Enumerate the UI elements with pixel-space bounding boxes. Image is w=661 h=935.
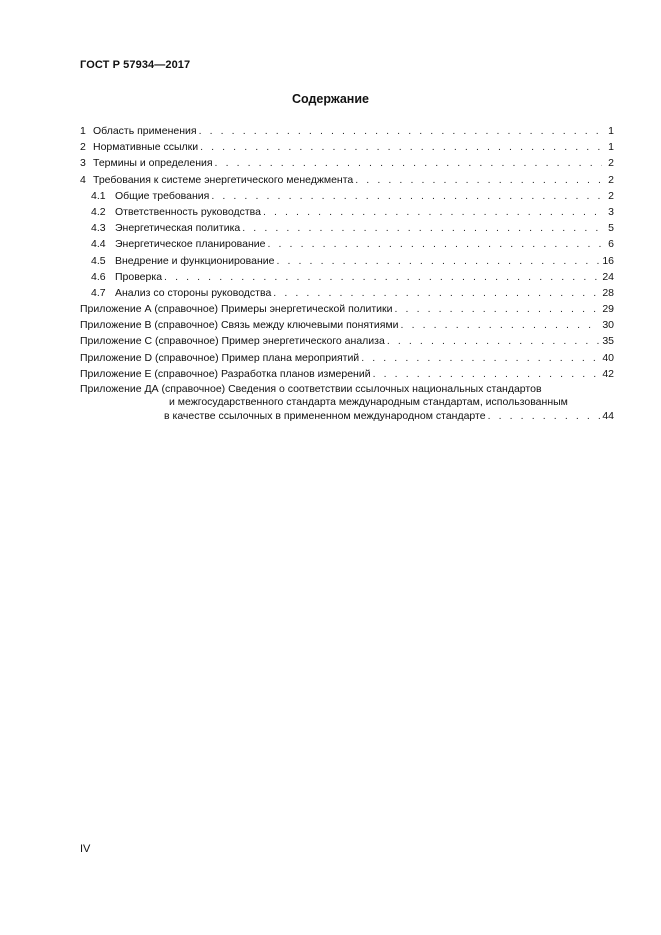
dot-leader <box>401 318 601 333</box>
dot-leader <box>355 173 602 188</box>
toc-entry-page: 24 <box>602 270 614 283</box>
toc-entry-page: 40 <box>602 351 614 364</box>
toc-entry[interactable] <box>80 221 614 237</box>
toc-entry-label: Проверка <box>115 270 163 283</box>
toc-entry-label: Термины и определения <box>93 157 213 170</box>
toc-entry-page: 1 <box>608 141 614 154</box>
toc-entry-page: 1 <box>608 125 614 137</box>
toc-entry-label-continued: в качестве ссылочных в примененном международном стандарте <box>164 409 486 422</box>
toc-entry-page: 28 <box>602 286 614 299</box>
toc-entry-page: 2 <box>608 157 614 170</box>
toc-entry[interactable] <box>80 302 614 318</box>
page-title: Содержание <box>291 92 369 106</box>
dot-leader <box>273 286 600 301</box>
dot-leader <box>267 237 602 252</box>
toc-entry-page: 29 <box>602 303 614 316</box>
dot-leader <box>361 351 600 366</box>
toc-entry-label: Ответственность руководства <box>115 205 261 218</box>
dot-leader <box>387 334 601 349</box>
toc-entry[interactable] <box>80 173 614 189</box>
dot-leader <box>263 205 602 220</box>
toc-entry-page: 35 <box>602 335 614 348</box>
toc-entry-label: Энергетическое планирование <box>115 238 266 251</box>
toc-entry[interactable] <box>80 205 614 221</box>
toc-entry-number: 4.7 <box>91 286 106 299</box>
dot-leader <box>199 124 602 139</box>
toc-entry-number: 4.6 <box>91 270 106 283</box>
toc-entry-number: 4.3 <box>91 222 106 235</box>
toc-entry-number: 4.5 <box>91 254 106 267</box>
toc-entry-label: Анализ со стороны руководства <box>115 286 272 299</box>
toc-entry-number: 3 <box>80 157 86 170</box>
dot-leader <box>215 156 602 171</box>
toc-entry-number: 4 <box>80 173 86 186</box>
toc-entry-label: Приложение А (справочное) Примеры энергетической политики <box>80 303 393 316</box>
toc-entry-number: 4.4 <box>91 238 106 251</box>
toc-entry-page: 2 <box>608 173 614 186</box>
page-number: IV <box>80 843 91 855</box>
table-of-contents <box>80 124 614 423</box>
toc-entry-page: 5 <box>608 222 614 235</box>
toc-entry-number: 1 <box>80 125 86 137</box>
toc-entry[interactable] <box>80 334 614 350</box>
toc-entry-label: Внедрение и функционирование <box>115 254 275 267</box>
toc-entry[interactable] <box>80 237 614 253</box>
toc-entry-page: 30 <box>602 319 614 332</box>
toc-entry-page: 6 <box>608 238 614 251</box>
toc-entry[interactable] <box>80 124 614 140</box>
toc-entry-label: Область применения <box>93 125 197 137</box>
toc-entry[interactable] <box>80 318 614 334</box>
toc-entry[interactable] <box>80 140 614 156</box>
dot-leader <box>211 189 602 204</box>
dot-leader <box>488 410 601 423</box>
toc-entry-annex-da[interactable] <box>80 383 614 423</box>
toc-entry-label: Приложение ДА (справочное) Сведения о соответствии ссылочных национальных стандартов <box>80 383 542 395</box>
toc-entry-label: Требования к системе энергетического менеджмента <box>93 173 354 186</box>
toc-entry-page: 42 <box>602 367 614 380</box>
toc-entry-label-continued: и межгосударственного стандарта международным стандартам, использованным <box>169 396 568 409</box>
toc-entry-label: Приложение С (справочное) Пример энергетического анализа <box>80 335 385 348</box>
toc-entry-label: Приложение Е (справочное) Разработка планов измерений <box>80 367 371 380</box>
toc-entry-number: 2 <box>80 141 86 154</box>
toc-entry-page: 44 <box>602 409 614 422</box>
dot-leader <box>373 367 601 382</box>
toc-entry[interactable] <box>80 254 614 270</box>
dot-leader <box>276 254 600 269</box>
toc-entry-label: Энергетическая политика <box>115 222 241 235</box>
document-header: ГОСТ Р 57934—2017 <box>80 59 191 71</box>
toc-entry-number: 4.2 <box>91 205 106 218</box>
toc-entry[interactable] <box>80 189 614 205</box>
toc-entry-label: Общие требования <box>115 189 210 202</box>
toc-entry[interactable] <box>80 156 614 172</box>
toc-entry[interactable] <box>80 270 614 286</box>
dot-leader <box>164 270 600 285</box>
dot-leader <box>242 221 602 236</box>
toc-entry-page: 16 <box>602 254 614 267</box>
toc-entry-page: 3 <box>608 205 614 218</box>
toc-entry-page: 2 <box>608 189 614 202</box>
toc-entry-label: Приложение В (справочное) Связь между ключевыми понятиями <box>80 319 399 332</box>
toc-entry-label: Приложение D (справочное) Пример плана мероприятий <box>80 351 360 364</box>
toc-entry[interactable] <box>80 286 614 302</box>
toc-entry[interactable] <box>80 351 614 367</box>
dot-leader <box>395 302 601 317</box>
toc-entry-label: Нормативные ссылки <box>93 141 199 154</box>
toc-entry-number: 4.1 <box>91 189 106 202</box>
dot-leader <box>200 140 602 155</box>
toc-entry[interactable] <box>80 367 614 383</box>
